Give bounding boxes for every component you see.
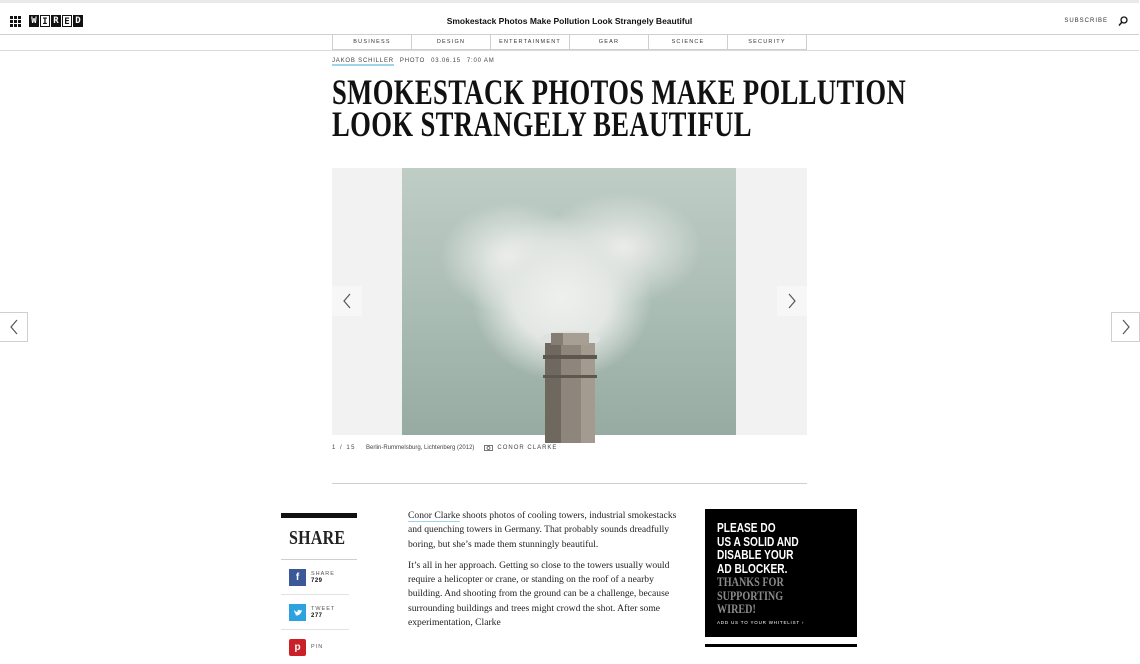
section-nav: [332, 35, 807, 50]
ad-line: AD BLOCKER.: [717, 560, 788, 576]
ad-blocker-notice[interactable]: [705, 509, 857, 637]
subscribe-link[interactable]: SUBSCRIBE: [1064, 18, 1108, 24]
article-paragraph: [408, 509, 683, 552]
twitter-icon: [289, 604, 306, 621]
logo-letter: R: [51, 15, 61, 27]
section-label[interactable]: PHOTO: [399, 58, 426, 64]
publish-date: 03.06.15: [431, 58, 461, 64]
search-icon[interactable]: [1118, 16, 1128, 26]
page-title: Smokestack Photos Make Pollution Look Strangely Beautiful: [446, 16, 693, 26]
gallery-counter: 1 / 15: [332, 444, 357, 451]
previous-article-button[interactable]: [0, 312, 28, 342]
nav-item-science[interactable]: SCIENCE: [649, 35, 728, 50]
share-panel: [281, 513, 357, 664]
nav-item-entertainment[interactable]: ENTERTAINMENT: [491, 35, 570, 50]
share-pinterest-button[interactable]: [281, 630, 349, 664]
article-headline: [332, 72, 907, 144]
headline-line: SMOKESTACK PHOTOS MAKE POLLUTION: [332, 72, 907, 112]
nav-item-gear[interactable]: GEAR: [570, 35, 649, 50]
share-facebook-count: 729: [311, 577, 323, 584]
share-facebook-button[interactable]: [281, 560, 349, 595]
chevron-left-icon: [9, 319, 19, 335]
author-link[interactable]: JAKOB SCHILLER: [332, 58, 394, 64]
paragraph-text: shoots photos of cooling towers, industrial smokestacks and quenching towers in Germany. That probably sounds dreadfully boring, but she’s made them stunningly beautiful.: [408, 510, 677, 550]
inline-link-conor-clarke[interactable]: Conor Clarke: [408, 510, 460, 521]
share-facebook-text: [311, 571, 335, 585]
share-heading-text: SHARE: [289, 527, 346, 549]
gallery-caption: [332, 444, 557, 451]
article-paragraph: It’s all in her approach. Getting so close to the towers usually would require a helicopter or crane, or standing on the roof of a nearby building. And shooting from the ground can be a challenge, because surrounding buildings and trees might crowd the shot. After some experimentation, Clarke: [408, 559, 670, 629]
share-twitter-button[interactable]: [281, 595, 349, 630]
ad-line-dim: WIRED!: [717, 601, 756, 616]
publish-time: 7:00 AM: [466, 58, 495, 64]
smokestack-illustration: [539, 333, 601, 443]
facebook-icon: f: [289, 569, 306, 586]
gallery-divider: [332, 483, 807, 484]
share-pinterest-text: [311, 644, 323, 651]
logo-letter: D: [73, 15, 83, 27]
ad-bottom-bar: [705, 644, 857, 647]
share-heading: [281, 518, 357, 560]
ad-line: DISABLE YOUR: [717, 547, 794, 562]
photo-credit: [484, 444, 557, 451]
logo-letter: W: [29, 15, 39, 27]
ad-line: US A SOLID AND: [717, 533, 799, 549]
share-pinterest-label: PIN: [311, 644, 324, 650]
nav-item-design[interactable]: DESIGN: [412, 35, 491, 50]
article-body: [408, 509, 683, 637]
gallery-next-button[interactable]: [777, 286, 807, 316]
chevron-right-icon: [1121, 319, 1131, 335]
nav-item-business[interactable]: BUSINESS: [333, 35, 412, 50]
gallery-photo[interactable]: [402, 168, 736, 435]
caption-text: Berlin-Rummelsburg, Lichtenberg (2012): [366, 444, 475, 451]
logo-letter: E: [62, 15, 72, 27]
chevron-right-icon: [787, 293, 797, 309]
pinterest-icon: p: [289, 639, 306, 656]
share-twitter-label: TWEET: [311, 605, 336, 612]
ad-line-dim: SUPPORTING: [717, 587, 784, 603]
next-article-button[interactable]: [1111, 312, 1140, 342]
nav-divider: [0, 50, 1139, 51]
whitelist-link[interactable]: ADD US TO YOUR WHITELIST ›: [717, 620, 805, 625]
byline: [332, 58, 495, 66]
share-twitter-text: [311, 606, 335, 620]
ad-line-dim: THANKS FOR: [717, 574, 784, 589]
share-twitter-count: 277: [311, 612, 323, 619]
ad-line: PLEASE DO: [717, 520, 776, 535]
chevron-left-icon: [342, 293, 352, 309]
top-bar: [0, 0, 1139, 35]
photographer-name[interactable]: CONOR CLARKE: [497, 444, 558, 451]
logo-letter: I: [40, 15, 50, 27]
nav-item-security[interactable]: SECURITY: [728, 35, 807, 50]
share-facebook-label: SHARE: [311, 570, 335, 577]
headline-line: LOOK STRANGELY BEAUTIFUL: [332, 104, 752, 144]
camera-icon: [484, 444, 493, 451]
gallery-prev-button[interactable]: [332, 286, 362, 316]
ad-message: [717, 521, 850, 616]
photo-gallery: [332, 168, 807, 435]
